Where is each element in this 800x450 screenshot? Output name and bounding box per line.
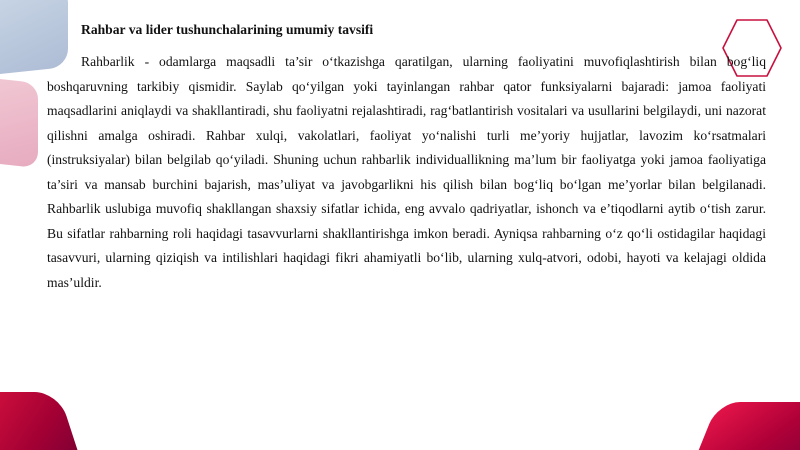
- document-body: [47, 18, 766, 295]
- decorative-shape-bottom-left: [0, 392, 81, 450]
- decorative-shape-bottom-right: [694, 402, 800, 450]
- document-paragraph: Rahbarlik - odamlarga maqsadli ta’sir o‘tkazishga qaratilgan, ularning faoliyatini muvofiqlashtirish bilan bog‘liq boshqaruvning tarkibiy qismidir. Saylab qo‘yilgan yoki tayinlangan rahbar qator funksiyalarni bajaradi: jamoa faoliyati maqsadlarini aniqlaydi va shakllantiradi, shu faoliyatni rejalashtiradi, rag‘batlantirish vositalari va usullarini belgilaydi, uni nazorat qilishni amalga oshiradi. Rahbar xulqi, vakolatlari, faoliyat yo‘nalishi turli me’yoriy hujjatlar, lavozim ko‘rsatmalari (instruksiyalar) bilan belgilab qo‘yiladi. Shuning uchun rahbarlik individuallikning ma’lum bir faoliyatga yoki jamoa faoliyatiga ta’siri va mansab burchini bajarish, mas’uliyat va javobgarlikni his qilish bilan bog‘liq bo‘lgan me’yorlar bilan belgilanadi. Rahbarlik uslubiga muvofiq shakllangan shaxsiy sifatlar ichida, eng avvalo qadriyatlar, ishonch va e’tiqodlarni aytib o‘tish zarur. Bu sifatlar rahbarning roli haqidagi tasavvurlarni shakllantirishga imkon beradi. Ayniqsa rahbarning o‘z qo‘li ostidagilar haqidagi tasavvuri, ularning qiziqish va intilishlari haqidagi fikri ahamiyatli bo‘lib, ularning xulq-atvori, odobi, hayoti va kelajagi oldida mas’uldir.: [47, 54, 766, 290]
- document-title: Rahbar va lider tushunchalarining umumiy tavsifi: [81, 22, 374, 37]
- decorative-shape-middle-left: [0, 77, 38, 168]
